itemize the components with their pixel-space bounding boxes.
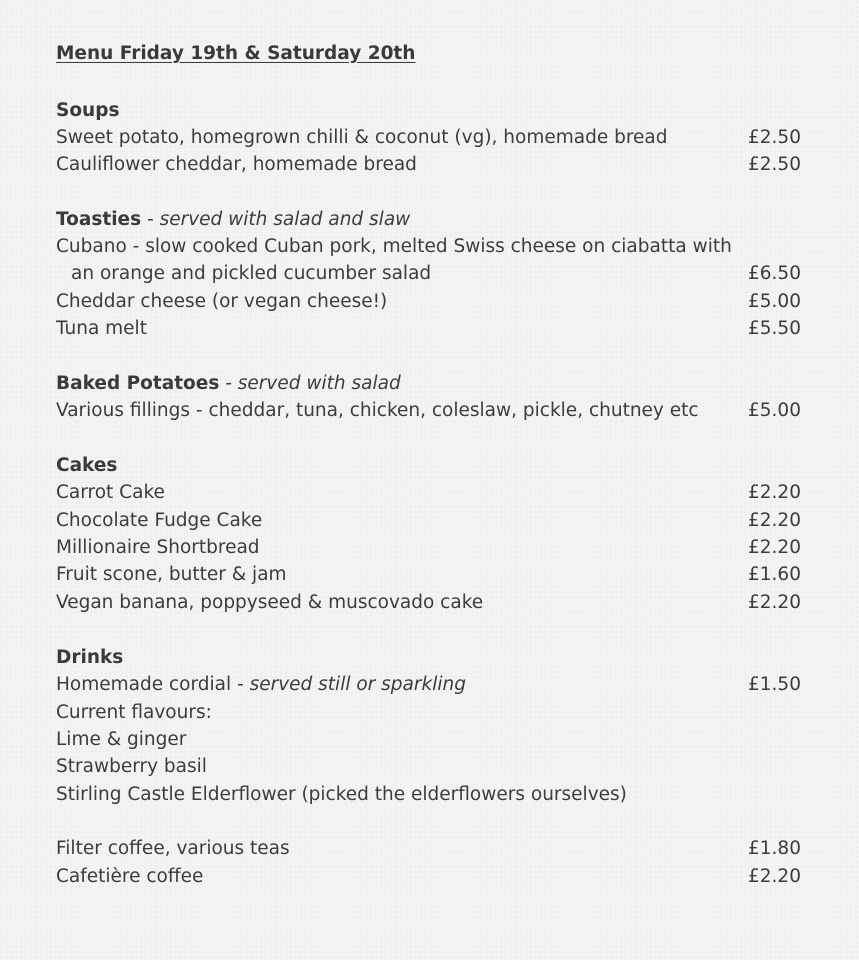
flavour-item: Strawberry basil — [56, 756, 207, 777]
menu-item-name: Chocolate Fudge Cake — [56, 510, 263, 531]
menu-item-name: Millionaire Shortbread — [56, 537, 260, 558]
menu-item-price: £2.20 — [748, 537, 801, 558]
flavour-item: Stirling Castle Elderflower (picked the elderflowers ourselves) — [56, 784, 627, 805]
potatoes-note: - served with salad — [225, 373, 401, 394]
menu-item-name: Carrot Cake — [56, 482, 165, 503]
menu-item-price: £1.50 — [748, 674, 801, 695]
menu-item-price: £2.20 — [748, 510, 801, 531]
menu-item-price: £2.20 — [748, 482, 801, 503]
menu-item-name: Tuna melt — [56, 318, 147, 339]
menu-item-name: Various fillings - cheddar, tuna, chicken, coleslaw, pickle, chutney etc — [56, 400, 699, 421]
cordial-note: - served still or sparkling — [237, 674, 466, 695]
menu-item-price: £1.80 — [748, 838, 801, 859]
menu-title: Menu Friday 19th & Saturday 20th — [56, 43, 416, 64]
menu-item-name: Fruit scone, butter & jam — [56, 564, 287, 585]
toasties-note: - served with salad and slaw — [147, 209, 411, 230]
menu-item-price: £2.20 — [748, 866, 801, 887]
menu-item-name: Cheddar cheese (or vegan cheese!) — [56, 291, 388, 312]
cordial-row — [56, 671, 799, 698]
flavours-label: Current flavours: — [56, 702, 212, 723]
menu-item-name: Filter coffee, various teas — [56, 838, 290, 859]
menu-item-name: Cubano - slow cooked Cuban pork, melted Swiss cheese on ciabatta with — [56, 236, 732, 257]
drinks-heading: Drinks — [56, 647, 124, 668]
menu-item-price: £6.50 — [748, 263, 801, 284]
menu-item-name: Cafetière coffee — [56, 866, 204, 887]
menu-item-price: £2.50 — [748, 127, 801, 148]
cakes-heading: Cakes — [56, 455, 118, 476]
menu-item-name: Sweet potato, homegrown chilli & coconut (vg), homemade bread — [56, 127, 668, 148]
menu-item-price: £5.50 — [748, 318, 801, 339]
toasties-heading: Toasties — [56, 209, 142, 230]
menu-item-name: Vegan banana, poppyseed & muscovado cake — [56, 592, 484, 613]
potatoes-heading: Baked Potatoes — [56, 373, 220, 394]
menu-item-name: Homemade cordial — [56, 674, 232, 695]
flavour-item: Lime & ginger — [56, 729, 187, 750]
soups-heading: Soups — [56, 100, 120, 121]
potatoes-heading-row — [56, 370, 799, 397]
toasties-heading-row — [56, 206, 799, 233]
menu-item-price: £2.50 — [748, 154, 801, 175]
menu-item-price: £1.60 — [748, 564, 801, 585]
menu-item-price: £2.20 — [748, 592, 801, 613]
menu-item-price: £5.00 — [748, 291, 801, 312]
menu-item-name: Cauliflower cheddar, homemade bread — [56, 154, 417, 175]
menu-item-name-continued: an orange and pickled cucumber salad — [71, 263, 432, 284]
menu-item-price: £5.00 — [748, 400, 801, 421]
